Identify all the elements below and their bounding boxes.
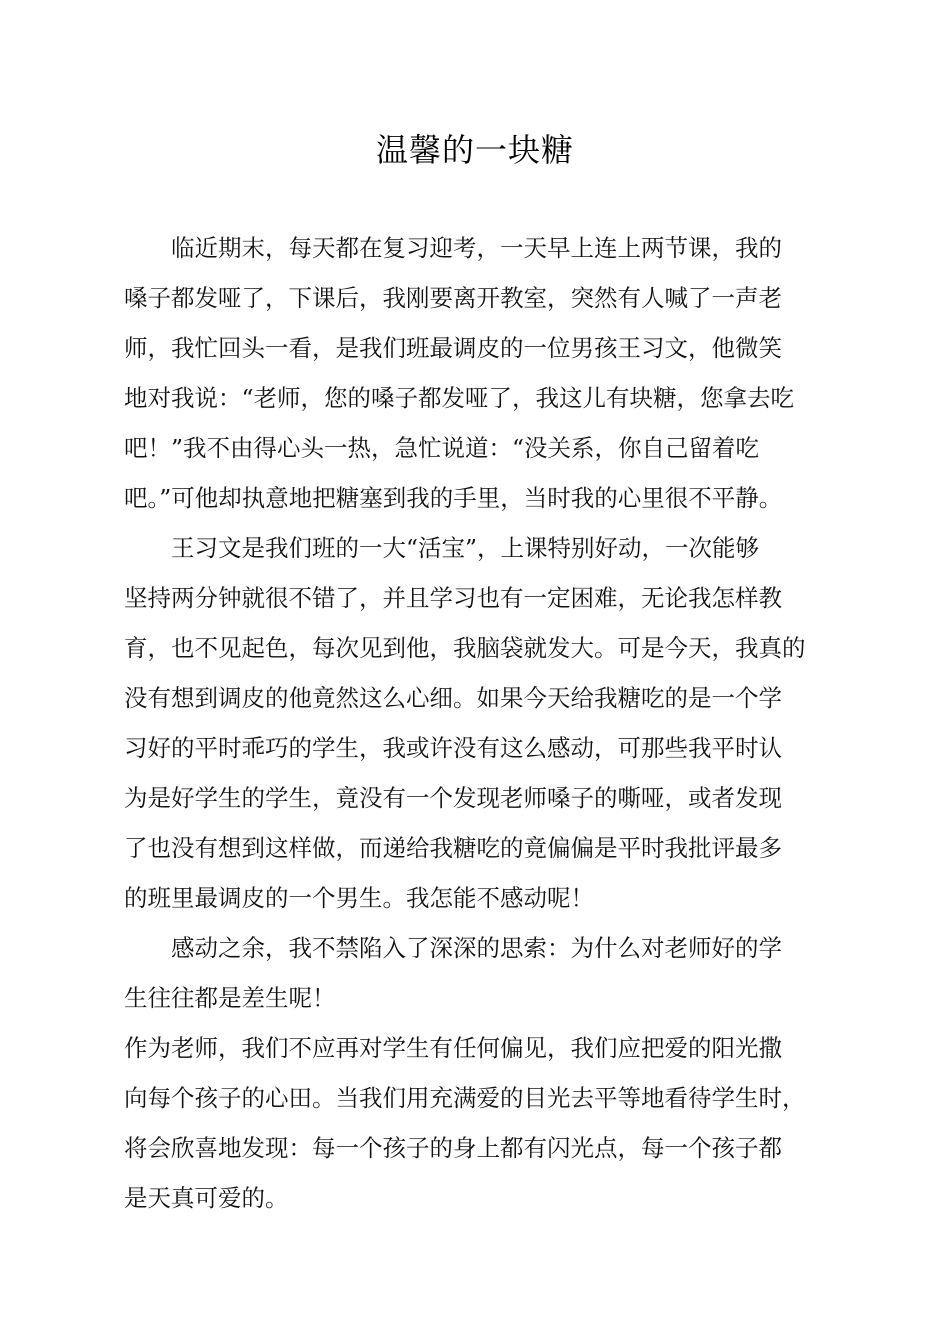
text-line-15: 感动之余，我不禁陷入了深深的思索：为什么对老师好的学 <box>124 934 782 962</box>
text-line-4: 地对我说：“老师，您的嗓子都发哑了，我这儿有块糖，您拿去吃 <box>124 384 795 412</box>
text-line-10: 没有想到调皮的他竟然这么心细。如果今天给我糖吃的是一个学 <box>124 684 782 712</box>
text-line-17: 作为老师，我们不应再对学生有任何偏见，我们应把爱的阳光撒 <box>124 1034 782 1062</box>
text-line-2: 嗓子都发哑了，下课后，我刚要离开教室，突然有人喊了一声老 <box>124 284 782 312</box>
text-line-19: 将会欣喜地发现：每一个孩子的身上都有闪光点，每一个孩子都 <box>124 1134 782 1162</box>
text-line-8: 坚持两分钟就很不错了，并且学习也有一定困难，无论我怎样教 <box>124 584 782 612</box>
text-line-11: 习好的平时乖巧的学生，我或许没有这么感动，可那些我平时认 <box>124 734 782 762</box>
text-line-9: 育，也不见起色，每次见到他，我脑袋就发大。可是今天，我真的 <box>124 634 806 662</box>
text-line-13: 了也没有想到这样做，而递给我糖吃的竟偏偏是平时我批评最多 <box>124 834 782 862</box>
text-line-1: 临近期末，每天都在复习迎考，一天早上连上两节课，我的 <box>124 234 782 262</box>
text-line-14: 的班里最调皮的一个男生。我怎能不感动呢！ <box>124 884 594 912</box>
text-line-3: 师，我忙回头一看，是我们班最调皮的一位男孩王习文，他微笑 <box>124 334 782 362</box>
text-line-6: 吧。”可他却执意地把糖塞到我的手里，当时我的心里很不平静。 <box>124 484 783 512</box>
document-title: 温馨的一块糖 <box>375 131 574 169</box>
text-line-18: 向每个孩子的心田。当我们用充满爱的目光去平等地看待学生时， <box>124 1084 806 1112</box>
text-line-12: 为是好学生的学生，竟没有一个发现老师嗓子的嘶哑，或者发现 <box>124 784 782 812</box>
text-line-20: 是天真可爱的。 <box>124 1184 289 1212</box>
text-line-16: 生往往都是差生呢！ <box>124 984 336 1012</box>
text-line-5: 吧！”我不由得心头一热，急忙说道：“没关系，你自己留着吃 <box>124 434 760 462</box>
text-line-7: 王习文是我们班的一大“活宝”，上课特别好动，一次能够 <box>124 534 760 562</box>
